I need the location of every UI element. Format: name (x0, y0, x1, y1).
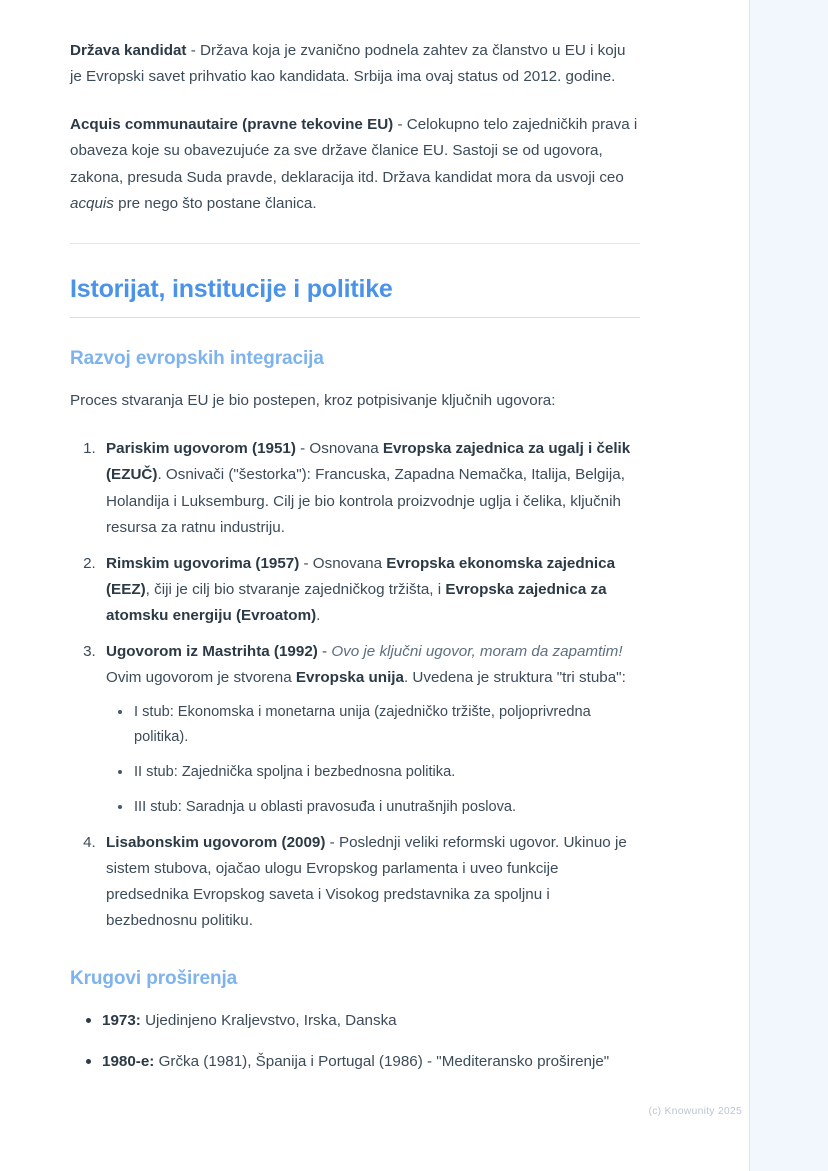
enlargement-text: Grčka (1981), Španija i Portugal (1986) - "Mediteransko proširenje" (154, 1052, 610, 1070)
treaty-text-3: . (316, 607, 321, 625)
section-divider (70, 243, 640, 244)
enlargement-year: 1973: (102, 1012, 141, 1030)
dash-separator: - (295, 440, 310, 458)
treaty-org: Evropska ekonomska zajednica (EEZ) (106, 554, 616, 598)
list-item (100, 830, 640, 935)
treaty-org: Evropska unija (295, 669, 404, 687)
treaty-text-2: . Osnivači ("šestorka"): Francuska, Zapadna Nemačka, Italija, Belgija, Holandija i Luksemburg. Cilj je bio kontrola proizvodnje uglja i čelika, ključnih resursa za ratnu industriju. (106, 466, 625, 536)
definition-paragraph-acquis (70, 112, 640, 217)
dash-separator: - (393, 116, 407, 134)
treaty-text: Osnovana (309, 440, 383, 458)
list-item (100, 436, 640, 541)
enlargement-text: Ujedinjeno Kraljevstvo, Irska, Danska (140, 1012, 397, 1030)
term-drzava-kandidat: Država kandidat (70, 42, 187, 59)
treaty-text-2: , čiji je cilj bio stvaranje zajedničkog tržišta, i (145, 580, 446, 598)
enlargement-list (70, 1008, 640, 1074)
treaty-name: Lisabonskim ugovorom (2009) (106, 833, 326, 851)
term-acquis: Acquis communautaire (pravne tekovine EU) (70, 116, 394, 134)
list-item (102, 1049, 640, 1075)
list-item: I stub: Ekonomska i monetarna unija (zajedničko tržište, poljoprivredna politika). (132, 700, 640, 750)
list-item (102, 1008, 640, 1034)
watermark: (c) Knowunity 2025 (648, 1105, 742, 1117)
treaty-org: Evropska zajednica za ugalj i čelik (EZUČ) (106, 440, 631, 484)
treaty-text: Poslednji veliki reformski ugovor. Ukinuo je sistem stubova, ojačao ulogu Evropskog parlamenta i uveo funkcije predsednika Evropskog saveta i Visokog predstavnika za spoljnu i bezbednosnu politiku. (106, 833, 627, 930)
title-underline (70, 317, 640, 318)
handwritten-note: Ovo je ključni ugovor, moram da zapamtim! (331, 643, 623, 661)
treaty-org-2: Evropska zajednica za atomsku energiju (Evroatom) (106, 580, 607, 625)
definition-text-before: Celokupno telo zajedničkih prava i obaveza koje su obavezujuće za sve države članice EU. Sastoji se od ugovora, zakona, presuda Suda pravde, deklaracija itd. Država kandidat mora da usvoji ceo (70, 116, 638, 186)
dash-separator: - (299, 554, 313, 572)
definition-paragraph-drzava-kandidat (70, 38, 640, 90)
treaty-list (70, 436, 640, 934)
subsection-title-razvoj: Razvoj evropskih integracija (70, 348, 324, 370)
list-item (100, 639, 640, 820)
definition-text-after: pre nego što postane članica. (113, 194, 317, 212)
treaty-text: Osnovana (312, 554, 387, 572)
italic-acquis: acquis (70, 194, 114, 212)
list-item (100, 551, 640, 629)
definition-text: Država koja je zvanično podnela zahtev za članstvo u EU i koju je Evropski savet prihvatio kao kandidata. Srbija ima ovaj status od 2012. godine. (70, 42, 626, 86)
page-side-strip (749, 0, 828, 1171)
page-title: Istorijat, institucije i politike (70, 274, 393, 303)
subsection-lead-text: Proces stvaranja EU je bio postepen, kroz potpisivanje ključnih ugovora: (70, 392, 556, 410)
list-item: III stub: Saradnja u oblasti pravosuđa i unutrašnjih poslova. (132, 795, 640, 820)
enlargement-year: 1980-e: (102, 1052, 155, 1070)
pillars-list (106, 700, 640, 820)
list-item: II stub: Zajednička spoljna i bezbednosna politika. (132, 760, 640, 785)
dash-separator: - (317, 643, 332, 661)
treaty-name: Pariskim ugovorom (1951) (106, 440, 296, 458)
dash-separator: - (186, 42, 200, 59)
treaty-text-2: . Uvedena je struktura "tri stuba": (403, 669, 626, 687)
subsection-title-krugovi: Krugovi proširenja (70, 968, 238, 990)
treaty-text: Ovim ugovorom je stvorena (106, 669, 296, 687)
treaty-name: Ugovorom iz Mastrihta (1992) (106, 643, 318, 661)
document-content (70, 38, 640, 1075)
treaty-name: Rimskim ugovorima (1957) (106, 554, 300, 572)
dash-separator: - (325, 833, 339, 851)
